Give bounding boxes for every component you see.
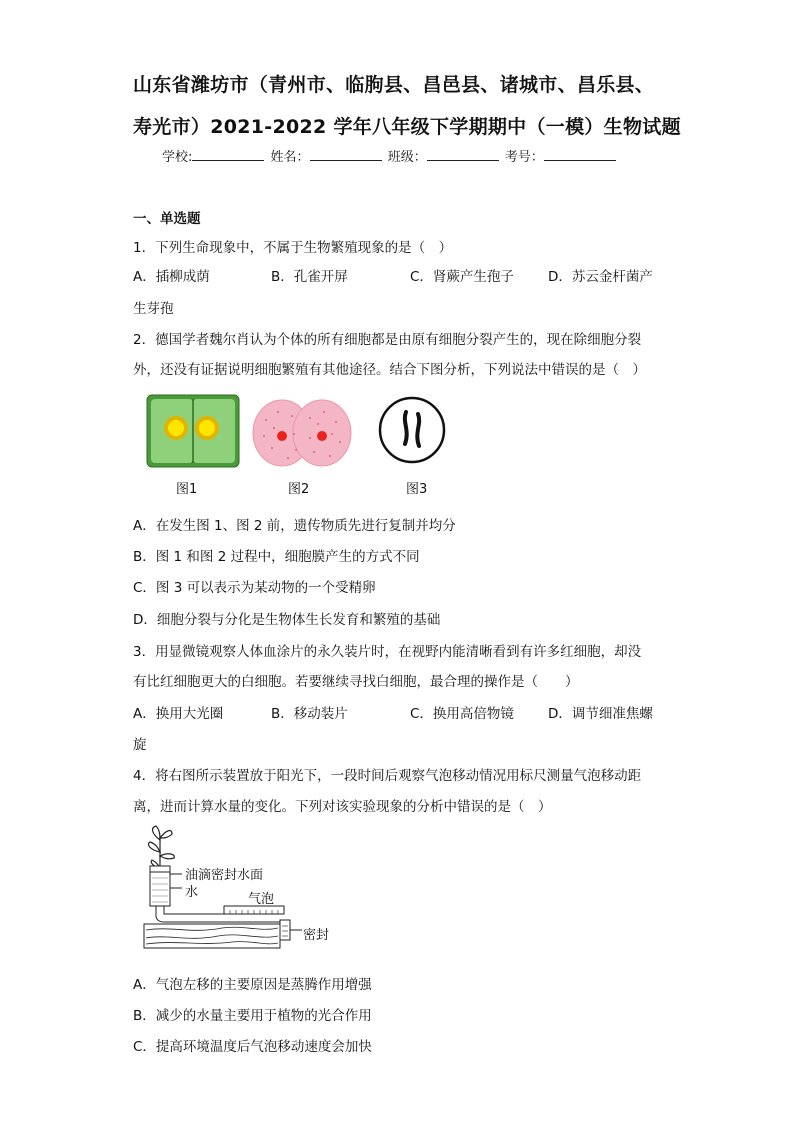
q3-stem-line-2: 有比红细胞更大的白细胞。若要继续寻找白细胞，最合理的操作是（ ） bbox=[133, 674, 579, 690]
q4-option-c[interactable]: C．提高环境温度后气泡移动速度会加快 bbox=[133, 1039, 372, 1055]
q3-option-c[interactable]: C．换用高倍物镜 bbox=[410, 706, 514, 722]
figure-3-fertilized-cell bbox=[378, 396, 446, 464]
q2-option-a[interactable]: A．在发生图 1、图 2 前，遗传物质先进行复制并均分 bbox=[133, 518, 456, 534]
q2-stem-line-1: 2．德国学者魏尔肖认为个体的所有细胞都是由原有细胞分裂产生的，现在除细胞分裂 bbox=[133, 332, 642, 348]
q3-stem-line-1: 3．用显微镜观察人体血涂片的永久装片时，在视野内能清晰看到有许多红细胞，却没 bbox=[133, 644, 642, 660]
class-label: 班级： bbox=[387, 150, 427, 165]
figure-2-caption: 图2 bbox=[288, 482, 310, 497]
q2-option-c[interactable]: C．图 3 可以表示为某动物的一个受精卵 bbox=[133, 580, 376, 596]
figure-4-label-bubble: 气泡 bbox=[248, 892, 275, 907]
figure-2-animal-cell-division bbox=[252, 398, 352, 468]
figure-4-transpiration-apparatus bbox=[142, 822, 312, 952]
figure-4-label-seal: 密封 bbox=[303, 928, 330, 943]
school-label: 学校: bbox=[162, 150, 193, 165]
school-blank[interactable] bbox=[192, 148, 264, 161]
name-blank[interactable] bbox=[310, 148, 382, 161]
figure-3-caption: 图3 bbox=[406, 482, 428, 497]
q3-option-d-continued: 旋 bbox=[133, 737, 147, 753]
figure-4-label-water: 水 bbox=[185, 885, 199, 900]
q1-option-d[interactable]: D．苏云金杆菌产 bbox=[548, 269, 653, 285]
figure-1-plant-cell-division bbox=[146, 394, 240, 468]
q1-option-b[interactable]: B．孔雀开屏 bbox=[271, 269, 348, 285]
q4-stem-line-1: 4．将右图所示装置放于阳光下，一段时间后观察气泡移动情况用标尺测量气泡移动距 bbox=[133, 768, 642, 784]
q2-option-b[interactable]: B．图 1 和图 2 过程中，细胞膜产生的方式不同 bbox=[133, 549, 420, 565]
q3-option-d[interactable]: D．调节细准焦螺 bbox=[548, 706, 653, 722]
exam-no-blank[interactable] bbox=[544, 148, 616, 161]
q1-option-d-continued: 生芽孢 bbox=[133, 301, 174, 317]
name-label: 姓名： bbox=[270, 150, 310, 165]
exam-no-label: 考号： bbox=[504, 150, 544, 165]
figure-4-label-oil-seal: 油滴密封水面 bbox=[185, 868, 264, 883]
q3-option-a[interactable]: A．换用大光圈 bbox=[133, 706, 224, 722]
figure-1-caption: 图1 bbox=[176, 482, 198, 497]
q3-option-b[interactable]: B．移动装片 bbox=[271, 706, 348, 722]
q4-stem-line-2: 离，进而计算水量的变化。下列对该实验现象的分析中错误的是（ ） bbox=[133, 799, 552, 815]
class-blank[interactable] bbox=[427, 148, 499, 161]
exam-title-line-1: 山东省潍坊市（青州市、临朐县、昌邑县、诸城市、昌乐县、 bbox=[133, 74, 655, 96]
q2-stem-line-2: 外，还没有证据说明细胞繁殖有其他途径。结合下图分析，下列说法中错误的是（ ） bbox=[133, 362, 646, 378]
q4-option-b[interactable]: B．减少的水量主要用于植物的光合作用 bbox=[133, 1008, 372, 1024]
section-title: 一、单选题 bbox=[133, 211, 201, 227]
student-info-row bbox=[162, 146, 618, 165]
q4-option-a[interactable]: A．气泡左移的主要原因是蒸腾作用增强 bbox=[133, 977, 372, 993]
q1-stem: 1．下列生命现象中，不属于生物繁殖现象的是（ ） bbox=[133, 240, 453, 256]
q2-option-d[interactable]: D．细胞分裂与分化是生物体生长发育和繁殖的基础 bbox=[133, 612, 441, 628]
q1-option-a[interactable]: A．插柳成荫 bbox=[133, 269, 210, 285]
q1-option-c[interactable]: C．肾蕨产生孢子 bbox=[410, 269, 514, 285]
exam-title-line-2: 寿光市）2021-2022 学年八年级下学期期中（一模）生物试题 bbox=[133, 116, 681, 138]
